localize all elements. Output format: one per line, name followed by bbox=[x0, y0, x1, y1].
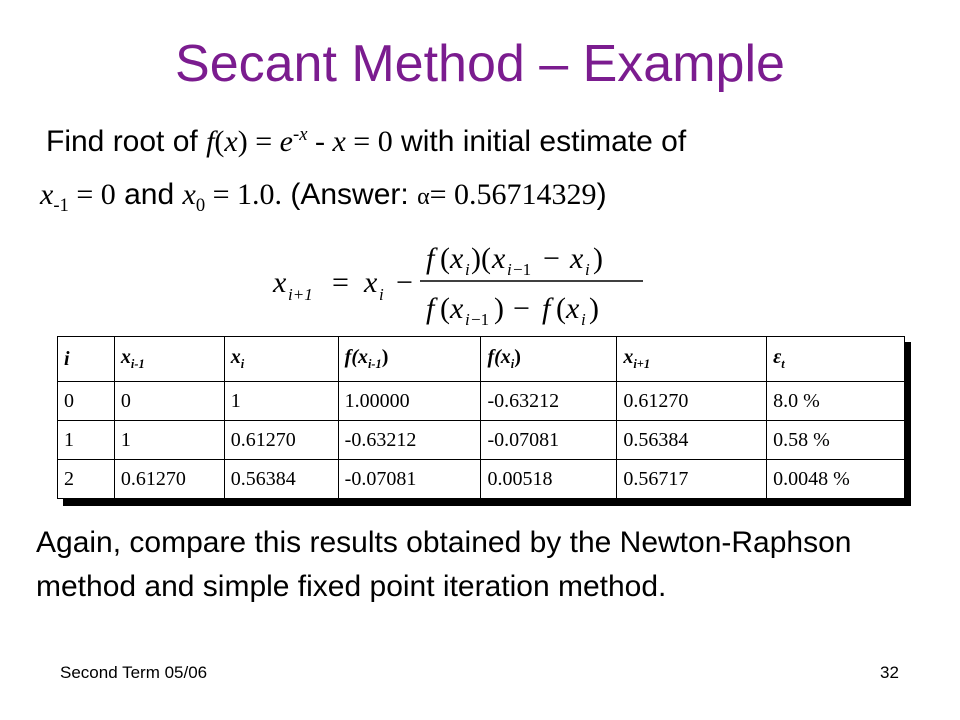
formula-denominator bbox=[426, 292, 599, 329]
subscript: 0 bbox=[195, 195, 206, 216]
table-cell: -0.63212 bbox=[481, 382, 617, 421]
x-symbol: x bbox=[182, 178, 196, 211]
table-cell: 0 bbox=[114, 382, 224, 421]
svg-text:f: f bbox=[426, 242, 435, 275]
table-header-row bbox=[58, 337, 905, 382]
equals-zero: = 0 bbox=[345, 125, 393, 158]
table-cell: 0.56384 bbox=[617, 421, 767, 460]
svg-text:−: − bbox=[543, 242, 560, 275]
svg-text:): ) bbox=[589, 292, 599, 325]
exponent: -x bbox=[293, 124, 308, 145]
svg-text:f: f bbox=[426, 292, 435, 325]
closing-paragraph: Again, compare this results obtained by the Newton-Raphson method and simple fixed point iteration method. bbox=[36, 526, 852, 603]
table-cell: 1 bbox=[58, 421, 115, 460]
formula-rhs-x: x bbox=[364, 266, 378, 299]
secant-formula bbox=[268, 240, 668, 330]
answer-label: (Answer: bbox=[282, 178, 418, 211]
x-symbol: x bbox=[40, 178, 54, 211]
formula-lhs-sub: i+1 bbox=[288, 285, 313, 304]
equals: = 0 bbox=[68, 178, 116, 211]
table-cell: -0.07081 bbox=[338, 460, 481, 499]
table-header-cell: $\varepsilon_t$ bbox=[767, 337, 905, 382]
answer-value: = 0.56714329 bbox=[429, 178, 597, 211]
table-cell: 0.0048 % bbox=[767, 460, 905, 499]
table-row bbox=[58, 460, 905, 499]
table-cell: 0.00518 bbox=[481, 460, 617, 499]
svg-text:x: x bbox=[492, 242, 506, 275]
svg-text:i: i bbox=[465, 260, 470, 279]
e-symbol: e bbox=[279, 125, 293, 158]
intro-text: with initial estimate of bbox=[392, 125, 687, 158]
table-cell: 1 bbox=[114, 421, 224, 460]
table-header-cell: $f(x_{i-1})$ bbox=[338, 337, 481, 382]
table-cell: 0.61270 bbox=[114, 460, 224, 499]
table-header-cell: $x_{i+1}$ bbox=[617, 337, 767, 382]
svg-text:−1: −1 bbox=[471, 310, 490, 329]
slide-title: Secant Method – Example bbox=[175, 35, 785, 93]
answer-close: ) bbox=[596, 178, 607, 211]
f-symbol: f bbox=[206, 125, 215, 158]
svg-text:(: ( bbox=[440, 292, 450, 325]
svg-text:x: x bbox=[450, 292, 464, 325]
equals: ) = bbox=[237, 125, 280, 158]
table-header-cell: $x_i$ bbox=[224, 337, 338, 382]
formula-rhs-sub: i bbox=[379, 285, 384, 304]
and-text: and bbox=[115, 178, 183, 211]
table-row bbox=[58, 382, 905, 421]
svg-text:): ) bbox=[593, 242, 603, 275]
footer-term: Second Term 05/06 bbox=[60, 663, 208, 682]
svg-text:i: i bbox=[465, 310, 470, 329]
table-cell: 0.61270 bbox=[224, 421, 338, 460]
table-cell: 8.0 % bbox=[767, 382, 905, 421]
svg-text:): ) bbox=[494, 292, 504, 325]
table-header-cell: i bbox=[58, 337, 115, 382]
table-cell: -0.63212 bbox=[338, 421, 481, 460]
table-cell: -0.07081 bbox=[481, 421, 617, 460]
table-cell: 0.56384 bbox=[224, 460, 338, 499]
formula-minus: − bbox=[396, 266, 413, 299]
intro-text: Find root of bbox=[46, 125, 207, 158]
table-cell: 0 bbox=[58, 382, 115, 421]
x-symbol: x bbox=[332, 125, 346, 158]
svg-text:(: ( bbox=[440, 242, 450, 275]
table-cell: 1.00000 bbox=[338, 382, 481, 421]
subscript: -1 bbox=[53, 195, 69, 216]
svg-text:−1: −1 bbox=[513, 260, 532, 279]
table-cell: 2 bbox=[58, 460, 115, 499]
intro-line-2 bbox=[40, 180, 607, 216]
svg-text:i: i bbox=[581, 310, 586, 329]
table-cell: 1 bbox=[224, 382, 338, 421]
table-cell: 0.58 % bbox=[767, 421, 905, 460]
minus: - bbox=[307, 125, 333, 158]
iteration-table bbox=[57, 336, 905, 499]
formula-eq: = bbox=[332, 266, 349, 299]
table-row bbox=[58, 421, 905, 460]
svg-text:f: f bbox=[542, 292, 551, 325]
x-symbol: x bbox=[224, 125, 238, 158]
svg-text:x: x bbox=[566, 292, 580, 325]
table-cell: 0.61270 bbox=[617, 382, 767, 421]
svg-text:(: ( bbox=[556, 292, 566, 325]
intro-line-1: Find root of $f(x) = e^{-x} - x = 0$ with initial estimate of bbox=[46, 124, 687, 158]
svg-text:x: x bbox=[450, 242, 464, 275]
svg-text:−: − bbox=[513, 292, 530, 325]
alpha-symbol: α bbox=[417, 184, 430, 210]
table-header-cell: $x_{i-1}$ bbox=[114, 337, 224, 382]
svg-text:x: x bbox=[570, 242, 584, 275]
svg-text:i: i bbox=[585, 260, 590, 279]
table-header-cell: $f(x_i)$ bbox=[481, 337, 617, 382]
table-cell: 0.56717 bbox=[617, 460, 767, 499]
svg-text:)(: )( bbox=[471, 242, 491, 275]
formula-numerator bbox=[426, 242, 603, 279]
svg-text:i: i bbox=[507, 260, 512, 279]
equals: = 1.0. bbox=[205, 178, 283, 211]
slide-number: 32 bbox=[880, 663, 899, 682]
formula-lhs-x: x bbox=[273, 266, 287, 299]
